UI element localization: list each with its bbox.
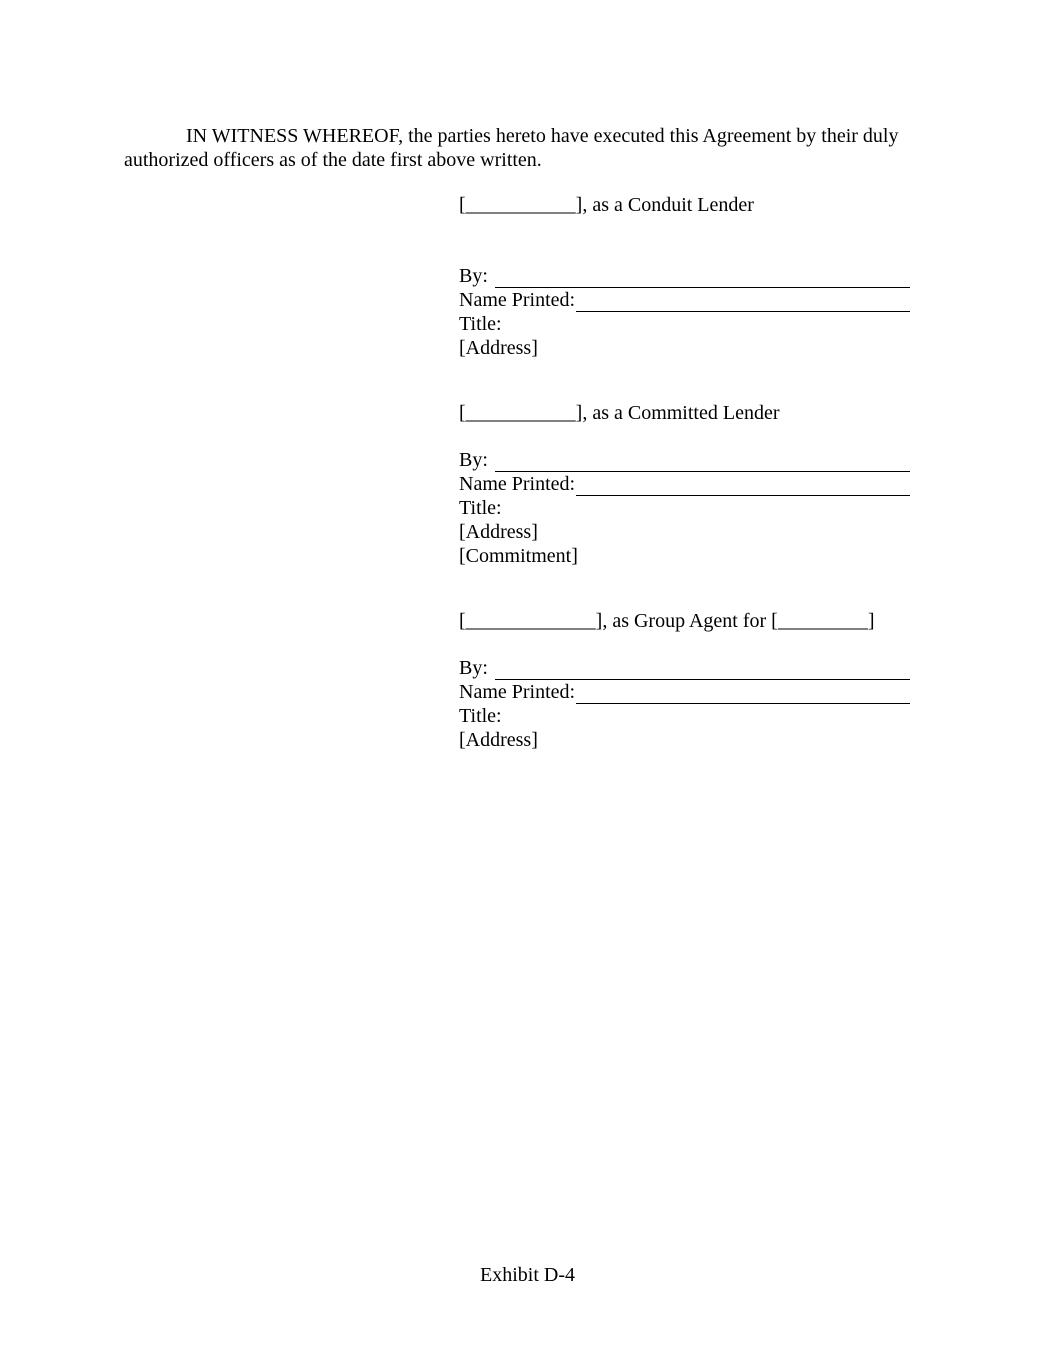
conduit-lender-address-label: [Address]	[459, 337, 538, 359]
committed-lender-heading: [___________], as a Committed Lender	[459, 402, 780, 424]
conduit-lender-heading: [___________], as a Conduit Lender	[459, 194, 754, 216]
by-label: By:	[459, 449, 488, 471]
by-signature-field[interactable]	[495, 268, 910, 288]
conduit-lender-by-line	[459, 264, 910, 288]
group-agent-title-label: Title:	[459, 705, 502, 727]
name-printed-field[interactable]	[576, 292, 910, 312]
name-printed-field[interactable]	[576, 684, 910, 704]
name-printed-label: Name Printed:	[459, 473, 576, 495]
group-agent-name-line	[459, 680, 910, 704]
committed-lender-commitment-label: [Commitment]	[459, 545, 578, 567]
by-label: By:	[459, 657, 488, 679]
name-printed-field[interactable]	[576, 476, 910, 496]
group-agent-by-line	[459, 656, 910, 680]
committed-lender-name-line	[459, 472, 910, 496]
name-printed-label: Name Printed:	[459, 681, 576, 703]
committed-lender-by-line	[459, 448, 910, 472]
page-footer-exhibit-label: Exhibit D-4	[480, 1264, 575, 1286]
committed-lender-address-label: [Address]	[459, 521, 538, 543]
conduit-lender-name-line	[459, 288, 910, 312]
group-agent-heading: [_____________], as Group Agent for [_________]	[459, 610, 875, 632]
group-agent-address-label: [Address]	[459, 729, 538, 751]
by-label: By:	[459, 265, 488, 287]
conduit-lender-title-label: Title:	[459, 313, 502, 335]
witness-paragraph: IN WITNESS WHEREOF, the parties hereto have executed this Agreement by their duly authorized officers as of the date first above written.	[124, 125, 899, 171]
by-signature-field[interactable]	[495, 660, 910, 680]
by-signature-field[interactable]	[495, 452, 910, 472]
committed-lender-title-label: Title:	[459, 497, 502, 519]
name-printed-label: Name Printed:	[459, 289, 576, 311]
